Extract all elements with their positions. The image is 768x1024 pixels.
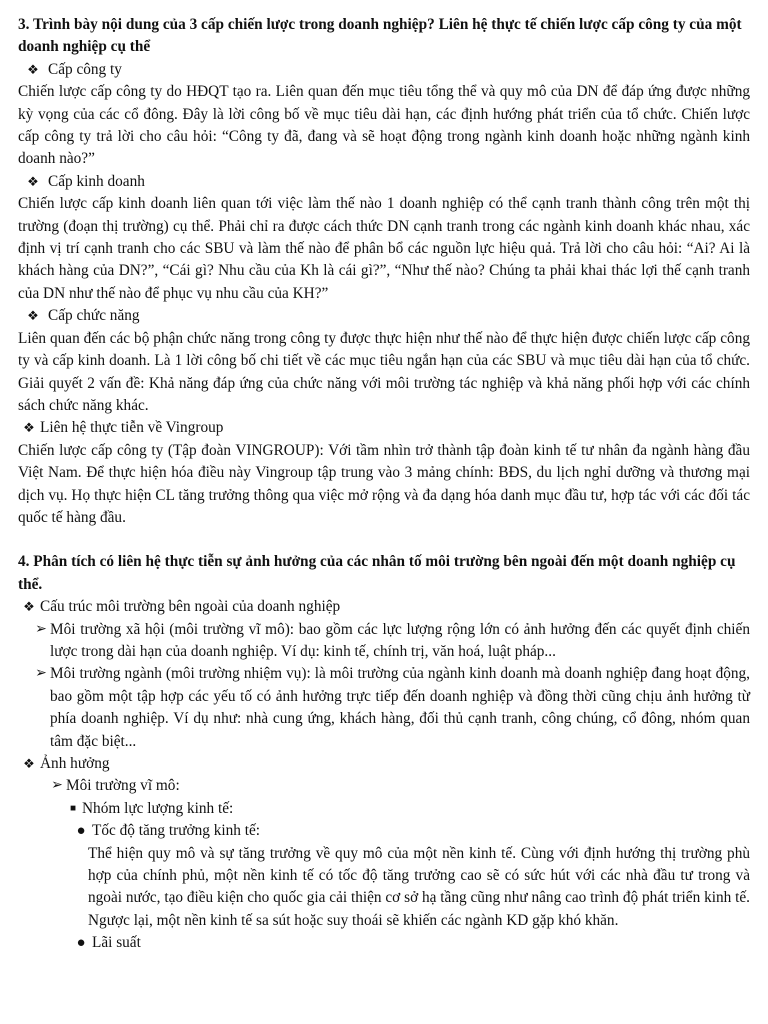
diamond-bullet-icon: ❖ xyxy=(27,61,39,77)
document-page xyxy=(18,14,750,955)
list-item-growth-rate xyxy=(18,820,750,842)
paragraph-growth-rate: Thể hiện quy mô và sự tăng trưởng về quy mô của một nền kinh tế. Cùng với định hướng thị trường phù hợp của chính phủ, một nền kinh tế có tốc độ tăng trưởng cao sẽ có sức hút với các nhà đầu tư trong và ngoài nước, tạo điều kiện cho quốc gia cải thiện cơ sở hạ tầng cũng như nâng cao trình độ phát triển kinh tế. Ngược lại, một nền kinh tế sa sút hoặc suy thoái sẽ khiến các ngành KD gặp khó khăn. xyxy=(88,844,750,929)
list-item-economic-group xyxy=(18,798,750,820)
diamond-bullet-icon: ❖ xyxy=(23,420,35,436)
section-4-heading: 4. Phân tích có liên hệ thực tiễn sự ảnh hưởng của các nhân tố môi trường bên ngoài đến một doanh nghiệp cụ thể. xyxy=(18,553,736,593)
bullet-influence xyxy=(18,753,750,775)
bullet-title: Cấp kinh doanh xyxy=(48,172,145,190)
section-gap xyxy=(18,529,750,551)
section-3-heading: 3. Trình bày nội dung của 3 cấp chiến lược trong doanh nghiệp? Liên hệ thực tế chiến lược cấp công ty của một doanh nghiệp cụ thể xyxy=(18,16,742,56)
paragraph-functional-level: Liên quan đến các bộ phận chức năng trong công ty được thực hiện như thế nào để thực hiện được chiến lược cấp công ty và cấp kinh doanh. Là 1 lời công bố chi tiết về các mục tiêu ngắn hạn của các SBU và mục tiêu dài hạn của tổ chức. Giải quyết 2 vấn đề: Khả năng đáp ứng của chức năng với môi trường tác nghiệp và khả năng phối hợp với các chính sách chức năng khác. xyxy=(18,329,750,414)
paragraph-vingroup: Chiến lược cấp công ty (Tập đoàn VINGROUP): Với tầm nhìn trở thành tập đoàn kinh tế tư nhân đa ngành hàng đầu Việt Nam. Để thực hiện hóa điều này Vingroup tập trung vào 3 mảng chính: BĐS, du lịch nghỉ dưỡng và thương mại dịch vụ. Họ thực hiện CL tăng trưởng thông qua việc mở rộng và đa dạng hóa danh mục đầu tư, hợp tác với các đối tác quốc tế hàng đầu. xyxy=(18,441,750,526)
list-item-text: Lãi suất xyxy=(92,934,141,952)
diamond-bullet-icon: ❖ xyxy=(23,599,35,615)
bullet-title: Ảnh hưởng xyxy=(40,755,110,772)
list-item-interest-rate xyxy=(18,932,750,954)
list-item-text: Môi trường ngành (môi trường nhiệm vụ): là môi trường của ngành kinh doanh mà doanh nghiệp đang hoạt động, bao gồm một tập hợp các yếu tố có ảnh hưởng trực tiếp đến doanh nghiệp và đồng thời cũng chịu ảnh hưởng từ phía doanh nghiệp. Ví dụ như: nhà cung ứng, khách hàng, đối thủ cạnh tranh, công chúng, cổ đông, nhóm quan tâm đặc biệt... xyxy=(50,665,750,750)
bullet-structure xyxy=(18,596,750,618)
arrow-bullet-icon: ➢ xyxy=(35,621,47,637)
list-item-text: Môi trường xã hội (môi trường vĩ mô): bao gồm các lực lượng rộng lớn có ảnh hưởng đến các quyết định chiến lược trong dài hạn của doanh nghiệp. Ví dụ: kinh tế, chính trị, văn hoá, luật pháp... xyxy=(50,620,750,660)
bullet-business-level xyxy=(18,171,750,193)
bullet-title: Liên hệ thực tiễn về Vingroup xyxy=(40,419,224,437)
diamond-bullet-icon: ❖ xyxy=(27,308,39,324)
bullet-corporate-level xyxy=(18,59,750,81)
square-bullet-icon: ■ xyxy=(69,802,77,814)
bullet-vingroup xyxy=(18,417,750,439)
bullet-functional-level xyxy=(18,305,750,327)
paragraph-corporate-level: Chiến lược cấp công ty do HĐQT tạo ra. Liên quan đến mục tiêu tổng thể và quy mô của DN để đáp ứng được những kỳ vọng của các cổ đông. Đây là lời công bố về mục tiêu dài hạn, các định hướng phát triển của tổ chức. Chiến lược cấp công ty trả lời cho câu hỏi: “Công ty đã, đang và sẽ hoạt động trong ngành kinh doanh hoặc những ngành kinh doanh nào?” xyxy=(18,83,750,168)
list-item-text: Nhóm lực lượng kinh tế: xyxy=(82,799,234,817)
list-item-industry-environment xyxy=(18,663,750,753)
list-item-social-environment xyxy=(18,619,750,664)
bullet-title: Cấp công ty xyxy=(48,60,122,78)
bullet-title: Cấp chức năng xyxy=(48,307,140,325)
list-item-macro xyxy=(18,775,750,797)
diamond-bullet-icon: ❖ xyxy=(23,756,35,771)
dot-bullet-icon: ● xyxy=(76,823,86,840)
dot-bullet-icon: ● xyxy=(76,935,86,952)
list-item-text: Tốc độ tăng trưởng kinh tế: xyxy=(92,822,261,840)
bullet-title: Cấu trúc môi trường bên ngoài của doanh nghiệp xyxy=(40,598,341,616)
arrow-bullet-icon: ➢ xyxy=(35,666,47,682)
list-item-text: Môi trường vĩ mô: xyxy=(66,777,180,795)
arrow-bullet-icon: ➢ xyxy=(51,778,63,794)
paragraph-business-level: Chiến lược cấp kinh doanh liên quan tới việc làm thế nào 1 doanh nghiệp có thể cạnh tranh thành công trên một thị trường (đoạn thị trường) cụ thể. Phải chỉ ra được cách thức DN cạnh tranh trong các ngành kinh doanh khác nhau, xác định vị trí cạnh tranh cho các SBU và làm thế nào để phân bổ các nguồn lực hiệu quả. Trả lời cho câu hỏi: “Ai? Ai là khách hàng của DN?”, “Cái gì? Nhu cầu của Kh là cái gì?”, “Như thế nào? Chúng ta phải khai thác lợi thế cạnh tranh của DN như thế nào để phục vụ nhu cầu của KH?” xyxy=(18,195,750,302)
diamond-bullet-icon: ❖ xyxy=(27,173,39,189)
